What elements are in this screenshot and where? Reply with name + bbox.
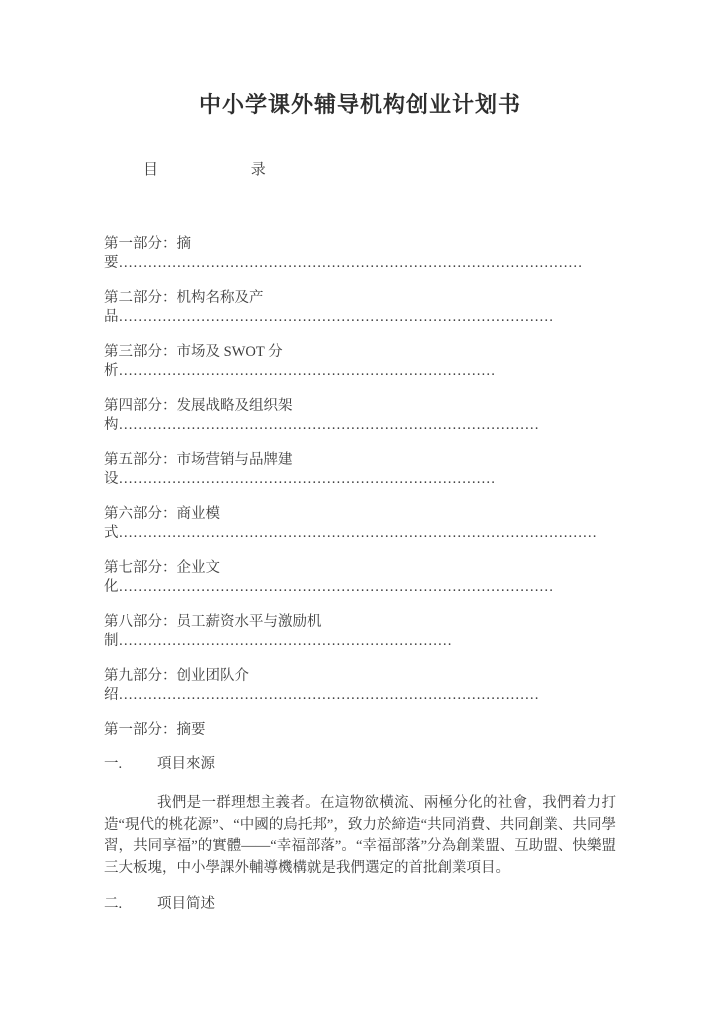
toc-entry-title: 第三部分：市场及 SWOT 分 — [104, 344, 283, 360]
toc-entry-part7 — [104, 559, 616, 597]
toc-entry-part5 — [104, 451, 616, 489]
toc-wrap-char: 要 — [104, 255, 119, 271]
toc-heading-right-char: 录 — [250, 162, 266, 178]
list-item-1-number: 一. — [104, 756, 123, 772]
toc-entry-title: 第九部分：创业团队介 — [104, 668, 249, 684]
toc-dot-leader: ……………………………………………………………………………………… — [118, 525, 597, 541]
toc-entry-part9 — [104, 667, 616, 705]
toc-wrap-char: 设 — [104, 471, 119, 487]
toc-entry-title: 第五部分：市场营销与品牌建 — [104, 452, 293, 468]
toc-entry-part2 — [104, 289, 616, 327]
toc-entry-title: 第一部分：摘 — [104, 236, 191, 252]
toc-heading — [143, 162, 616, 178]
toc-wrap-char: 制 — [104, 633, 119, 649]
list-item-1-title: 項目來源 — [157, 756, 215, 772]
toc-dot-leader: ……………………………………………………………………………… — [118, 579, 554, 595]
toc-dot-leader: …………………………………………………………………… — [118, 363, 496, 379]
toc-entry-title: 第六部分：商业模 — [104, 506, 220, 522]
toc-entry-title: 第四部分：发展战略及组织架 — [104, 398, 293, 414]
list-item-2-title: 项目简述 — [157, 896, 215, 912]
toc-dot-leader: ……………………………………………………………………………… — [118, 309, 554, 325]
toc-wrap-char: 构 — [104, 417, 119, 433]
toc-entry-part1 — [104, 235, 616, 273]
toc-entry-part6 — [104, 505, 616, 543]
document-title: 中小学课外辅导机构创业计划书 — [198, 92, 521, 117]
toc-wrap-char: 品 — [104, 309, 119, 325]
section-part1-heading: 第一部分：摘要 — [104, 722, 206, 738]
toc-entry-title: 第八部分：员工薪资水平与激励机 — [104, 614, 322, 630]
toc-entry-title: 第七部分：企业文 — [104, 560, 220, 576]
toc-wrap-char: 式 — [104, 525, 119, 541]
toc-wrap-char: 析 — [104, 363, 119, 379]
toc-entry-part4 — [104, 397, 616, 435]
toc-wrap-char: 化 — [104, 579, 119, 595]
toc-dot-leader: …………………………………………………………… — [118, 633, 452, 649]
list-item-2-number: 二. — [104, 896, 123, 912]
toc-dot-leader: …………………………………………………………………… — [118, 471, 496, 487]
toc-wrap-char: 绍 — [104, 687, 119, 703]
table-of-contents — [104, 235, 616, 705]
toc-entry-title: 第二部分：机构名称及产 — [104, 290, 264, 306]
toc-heading-left-char: 目 — [143, 162, 159, 178]
list-item-2 — [104, 895, 616, 914]
toc-entry-part8 — [104, 613, 616, 651]
body-paragraph: 我們是一群理想主義者。在這物欲橫流、兩極分化的社會，我們着力打造“現代的桃花源”、“中國的烏托邦”，致力於締造“共同消費、共同創業、共同學習，共同享福”的實體——“幸福部落”。“幸福部落”分為創業盟、互助盟、快樂盟三大板塊，中小學課外輔導機構就是我們選定的首批創業項目。 — [104, 795, 616, 876]
toc-entry-part3 — [104, 343, 616, 381]
toc-dot-leader: …………………………………………………………………………… — [118, 417, 539, 433]
toc-dot-leader: …………………………………………………………………………… — [118, 687, 539, 703]
toc-dot-leader: …………………………………………………………………………………… — [118, 255, 583, 271]
list-item-1 — [104, 755, 616, 774]
